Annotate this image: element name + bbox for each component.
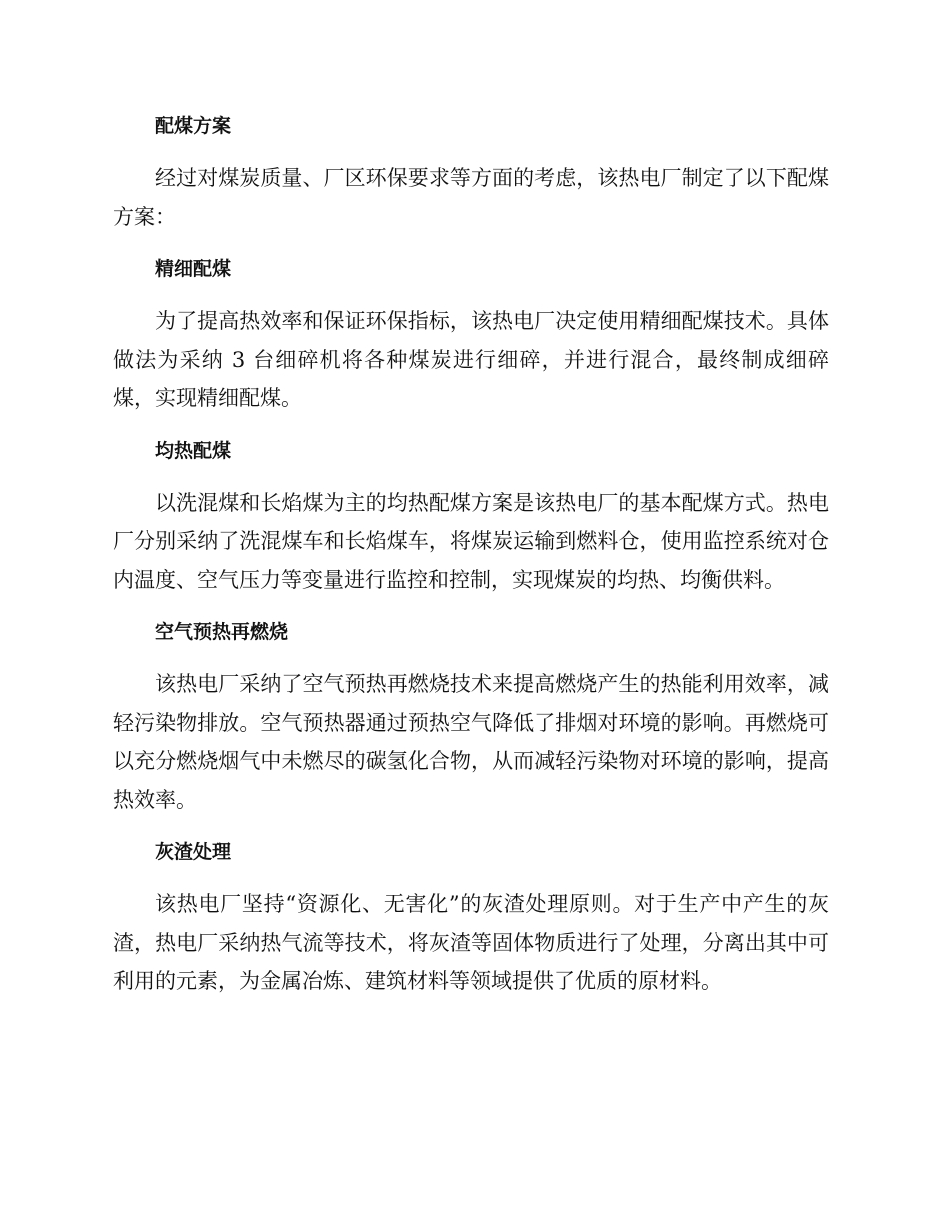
section-ash-treatment — [113, 832, 829, 1001]
section-paragraph: 以洗混煤和长焰煤为主的均热配煤方案是该热电厂的基本配煤方式。热电厂分别采纳了洗混煤车和长焰煤车，将煤炭运输到燃料仓，使用监控系统对仓内温度、空气压力等变量进行监控和控制，实现煤炭的均热、均衡供料。 — [113, 490, 829, 592]
section-heading: 灰渣处理 — [155, 841, 232, 863]
document-page — [113, 106, 829, 1014]
section-heading: 配煤方案 — [155, 115, 232, 137]
section-paragraph: 经过对煤炭质量、厂区环保要求等方面的考虑，该热电厂制定了以下配煤方案： — [113, 166, 829, 229]
section-heading: 空气预热再燃烧 — [155, 621, 289, 643]
section-air-preheat-reburn — [113, 612, 829, 819]
section-fine-blending — [113, 249, 829, 418]
section-paragraph: 该热电厂坚持“资源化、无害化”的灰渣处理原则。对于生产中产生的灰渣，热电厂采纳热气流等技术，将灰渣等固体物质进行了处理，分离出其中可利用的元素，为金属冶炼、建筑材料等领域提供了优质的原材料。 — [113, 892, 829, 993]
section-heading: 均热配煤 — [155, 439, 232, 462]
section-coal-blending-plan — [113, 106, 829, 236]
section-uniform-heat-blending — [113, 431, 829, 600]
section-paragraph: 为了提高热效率和保证环保指标，该热电厂决定使用精细配煤技术。具体做法为采纳 3 台细碎机将各种煤炭进行细碎，并进行混合，最终制成细碎煤，实现精细配煤。 — [113, 309, 829, 410]
section-heading: 精细配煤 — [155, 258, 232, 280]
section-paragraph: 该热电厂采纳了空气预热再燃烧技术来提高燃烧产生的热能利用效率，减轻污染物排放。空气预热器通过预热空气降低了排烟对环境的影响。再燃烧可以充分燃烧烟气中未燃尽的碳氢化合物，从而减轻污染物对环境的影响，提高热效率。 — [113, 672, 829, 812]
